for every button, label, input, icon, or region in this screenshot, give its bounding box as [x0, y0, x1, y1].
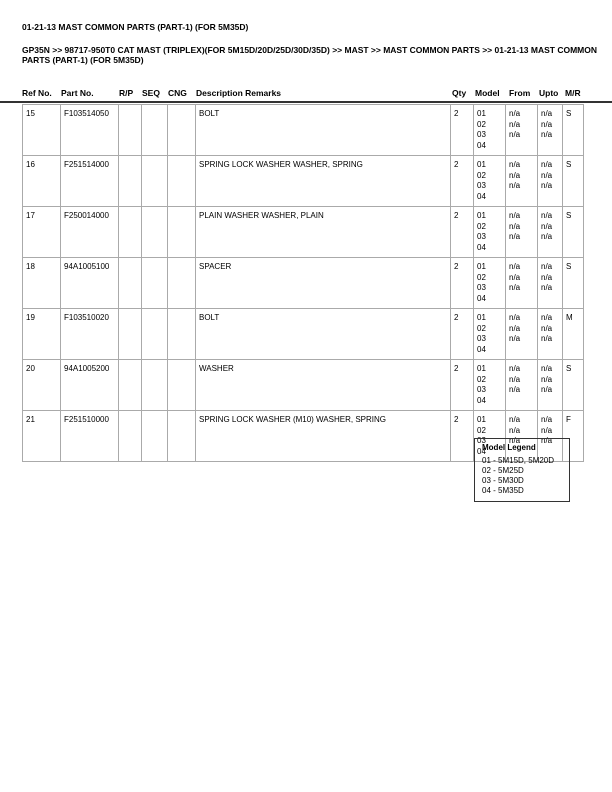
upto-line: n/a: [541, 119, 553, 129]
ref-no: 18: [23, 258, 61, 309]
upto: [538, 156, 563, 207]
mr: S: [563, 156, 584, 207]
legend-title: Model Legend: [482, 443, 536, 452]
upto-line: n/a: [541, 334, 553, 343]
header-part: Part No.: [61, 88, 94, 98]
from-line: n/a: [509, 436, 521, 445]
header-mr: M/R: [565, 88, 581, 98]
from-line: n/a: [509, 415, 521, 424]
model: [474, 156, 506, 207]
qty: 2: [451, 360, 474, 411]
legend-item: 02 - 5M25D: [482, 466, 524, 475]
cng: [168, 360, 196, 411]
qty: 2: [451, 105, 474, 156]
model-line: 03: [477, 436, 486, 445]
model-line: 02: [477, 425, 486, 435]
model-line: 02: [477, 374, 486, 384]
description: BOLT: [196, 309, 451, 360]
header-qty: Qty: [452, 88, 467, 98]
from-line: n/a: [509, 334, 521, 343]
part-no: F251510000: [61, 411, 119, 462]
model-line: 02: [477, 323, 486, 333]
upto-line: n/a: [541, 415, 553, 424]
from-line: n/a: [509, 425, 521, 435]
part-no: F251514000: [61, 156, 119, 207]
model-line: 01: [477, 364, 486, 373]
header-desc: Description Remarks: [196, 88, 282, 98]
part-no: 94A1005200: [61, 360, 119, 411]
rp: [119, 207, 142, 258]
from: [506, 105, 538, 156]
from-line: n/a: [509, 119, 521, 129]
legend-item: 03 - 5M30D: [482, 476, 524, 485]
ref-no: 16: [23, 156, 61, 207]
upto-line: n/a: [541, 313, 553, 322]
upto-line: n/a: [541, 130, 553, 139]
model-line: 01: [477, 160, 486, 169]
upto: [538, 360, 563, 411]
upto-line: n/a: [541, 323, 553, 333]
upto-line: n/a: [541, 385, 553, 394]
seq: [142, 156, 168, 207]
mr: S: [563, 258, 584, 309]
from-line: n/a: [509, 374, 521, 384]
header-cng: CNG: [168, 88, 187, 98]
model: [474, 207, 506, 258]
upto: [538, 309, 563, 360]
model-line: 04: [477, 140, 486, 150]
model-line: 01: [477, 211, 486, 220]
table-row: [23, 207, 584, 258]
model-line: 04: [477, 242, 486, 252]
qty: 2: [451, 309, 474, 360]
header-upto: Upto: [539, 88, 559, 98]
model: [474, 360, 506, 411]
upto-line: n/a: [541, 211, 553, 220]
upto-line: n/a: [541, 272, 553, 282]
rp: [119, 360, 142, 411]
rp: [119, 258, 142, 309]
mr: S: [563, 105, 584, 156]
legend-item: 01 - 5M15D, 5M20D: [482, 456, 555, 465]
model-line: 04: [477, 191, 486, 201]
seq: [142, 360, 168, 411]
header-seq: SEQ: [142, 88, 160, 98]
model-legend: [474, 438, 570, 502]
header-ref: Ref No.: [22, 88, 52, 98]
model: [474, 105, 506, 156]
from-line: n/a: [509, 232, 521, 241]
upto: [538, 105, 563, 156]
seq: [142, 309, 168, 360]
model-line: 03: [477, 385, 486, 394]
model-line: 03: [477, 334, 486, 343]
cng: [168, 156, 196, 207]
description: WASHER: [196, 360, 451, 411]
from-line: n/a: [509, 181, 521, 190]
from-line: n/a: [509, 272, 521, 282]
model-line: 01: [477, 262, 486, 271]
description: BOLT: [196, 105, 451, 156]
mr: F: [563, 411, 584, 462]
model-line: 04: [477, 293, 486, 303]
model-line: 04: [477, 446, 486, 456]
upto-line: n/a: [541, 374, 553, 384]
table-row: [23, 360, 584, 411]
from-line: n/a: [509, 262, 521, 271]
ref-no: 17: [23, 207, 61, 258]
part-no: 94A1005100: [61, 258, 119, 309]
header-from: From: [509, 88, 531, 98]
seq: [142, 207, 168, 258]
rp: [119, 156, 142, 207]
upto-line: n/a: [541, 160, 553, 169]
from-line: n/a: [509, 313, 521, 322]
rp: [119, 411, 142, 462]
mr: S: [563, 360, 584, 411]
model-line: 02: [477, 119, 486, 129]
upto-line: n/a: [541, 221, 553, 231]
model-line: 03: [477, 181, 486, 190]
cng: [168, 105, 196, 156]
mr: S: [563, 207, 584, 258]
model-line: 04: [477, 395, 486, 405]
model-line: 02: [477, 272, 486, 282]
ref-no: 20: [23, 360, 61, 411]
mr: M: [563, 309, 584, 360]
model-line: 01: [477, 415, 486, 424]
model-line: 03: [477, 283, 486, 292]
seq: [142, 258, 168, 309]
rp: [119, 105, 142, 156]
upto: [538, 207, 563, 258]
table-row: [23, 309, 584, 360]
upto: [538, 258, 563, 309]
table-row: [23, 156, 584, 207]
upto-line: n/a: [541, 181, 553, 190]
qty: 2: [451, 207, 474, 258]
seq: [142, 105, 168, 156]
from: [506, 360, 538, 411]
rp: [119, 309, 142, 360]
model-line: 01: [477, 109, 486, 118]
model-line: 04: [477, 344, 486, 354]
model-line: 03: [477, 130, 486, 139]
cng: [168, 258, 196, 309]
part-no: F250014000: [61, 207, 119, 258]
upto-line: n/a: [541, 283, 553, 292]
breadcrumb: GP35N >> 98717-950T0 CAT MAST (TRIPLEX)(FOR 5M15D/20D/25D/30D/35D) >> MAST >> MAST COMMON PARTS >> 01-21-13 MAST COMMON PARTS (PART-1) (FOR 5M35D): [22, 45, 597, 65]
legend-item: 04 - 5M35D: [482, 486, 524, 495]
parts-table: [22, 104, 584, 462]
from: [506, 207, 538, 258]
cng: [168, 411, 196, 462]
description: SPRING LOCK WASHER WASHER, SPRING: [196, 156, 451, 207]
from-line: n/a: [509, 170, 521, 180]
header-divider: [0, 101, 612, 103]
part-no: F103510020: [61, 309, 119, 360]
model: [474, 258, 506, 309]
from-line: n/a: [509, 323, 521, 333]
cng: [168, 309, 196, 360]
header-model: Model: [475, 88, 500, 98]
description: SPRING LOCK WASHER (M10) WASHER, SPRING: [196, 411, 451, 462]
qty: 2: [451, 411, 474, 462]
from-line: n/a: [509, 283, 521, 292]
upto-line: n/a: [541, 170, 553, 180]
from-line: n/a: [509, 364, 521, 373]
model-line: 01: [477, 313, 486, 322]
from: [506, 309, 538, 360]
model-line: 02: [477, 170, 486, 180]
description: SPACER: [196, 258, 451, 309]
ref-no: 21: [23, 411, 61, 462]
cng: [168, 207, 196, 258]
from-line: n/a: [509, 160, 521, 169]
model-line: 02: [477, 221, 486, 231]
upto-line: n/a: [541, 425, 553, 435]
table-row: [23, 105, 584, 156]
upto-line: n/a: [541, 436, 553, 445]
model-line: 03: [477, 232, 486, 241]
qty: 2: [451, 258, 474, 309]
table-row: [23, 258, 584, 309]
model: [474, 309, 506, 360]
header-rp: R/P: [119, 88, 134, 98]
from: [506, 258, 538, 309]
from-line: n/a: [509, 221, 521, 231]
upto-line: n/a: [541, 232, 553, 241]
upto-line: n/a: [541, 262, 553, 271]
upto-line: n/a: [541, 364, 553, 373]
part-no: F103514050: [61, 105, 119, 156]
from-line: n/a: [509, 211, 521, 220]
from-line: n/a: [509, 385, 521, 394]
seq: [142, 411, 168, 462]
upto-line: n/a: [541, 109, 553, 118]
from: [506, 156, 538, 207]
qty: 2: [451, 156, 474, 207]
ref-no: 19: [23, 309, 61, 360]
from-line: n/a: [509, 109, 521, 118]
from-line: n/a: [509, 130, 521, 139]
ref-no: 15: [23, 105, 61, 156]
description: PLAIN WASHER WASHER, PLAIN: [196, 207, 451, 258]
page-title: 01-21-13 MAST COMMON PARTS (PART-1) (FOR 5M35D): [22, 22, 249, 32]
